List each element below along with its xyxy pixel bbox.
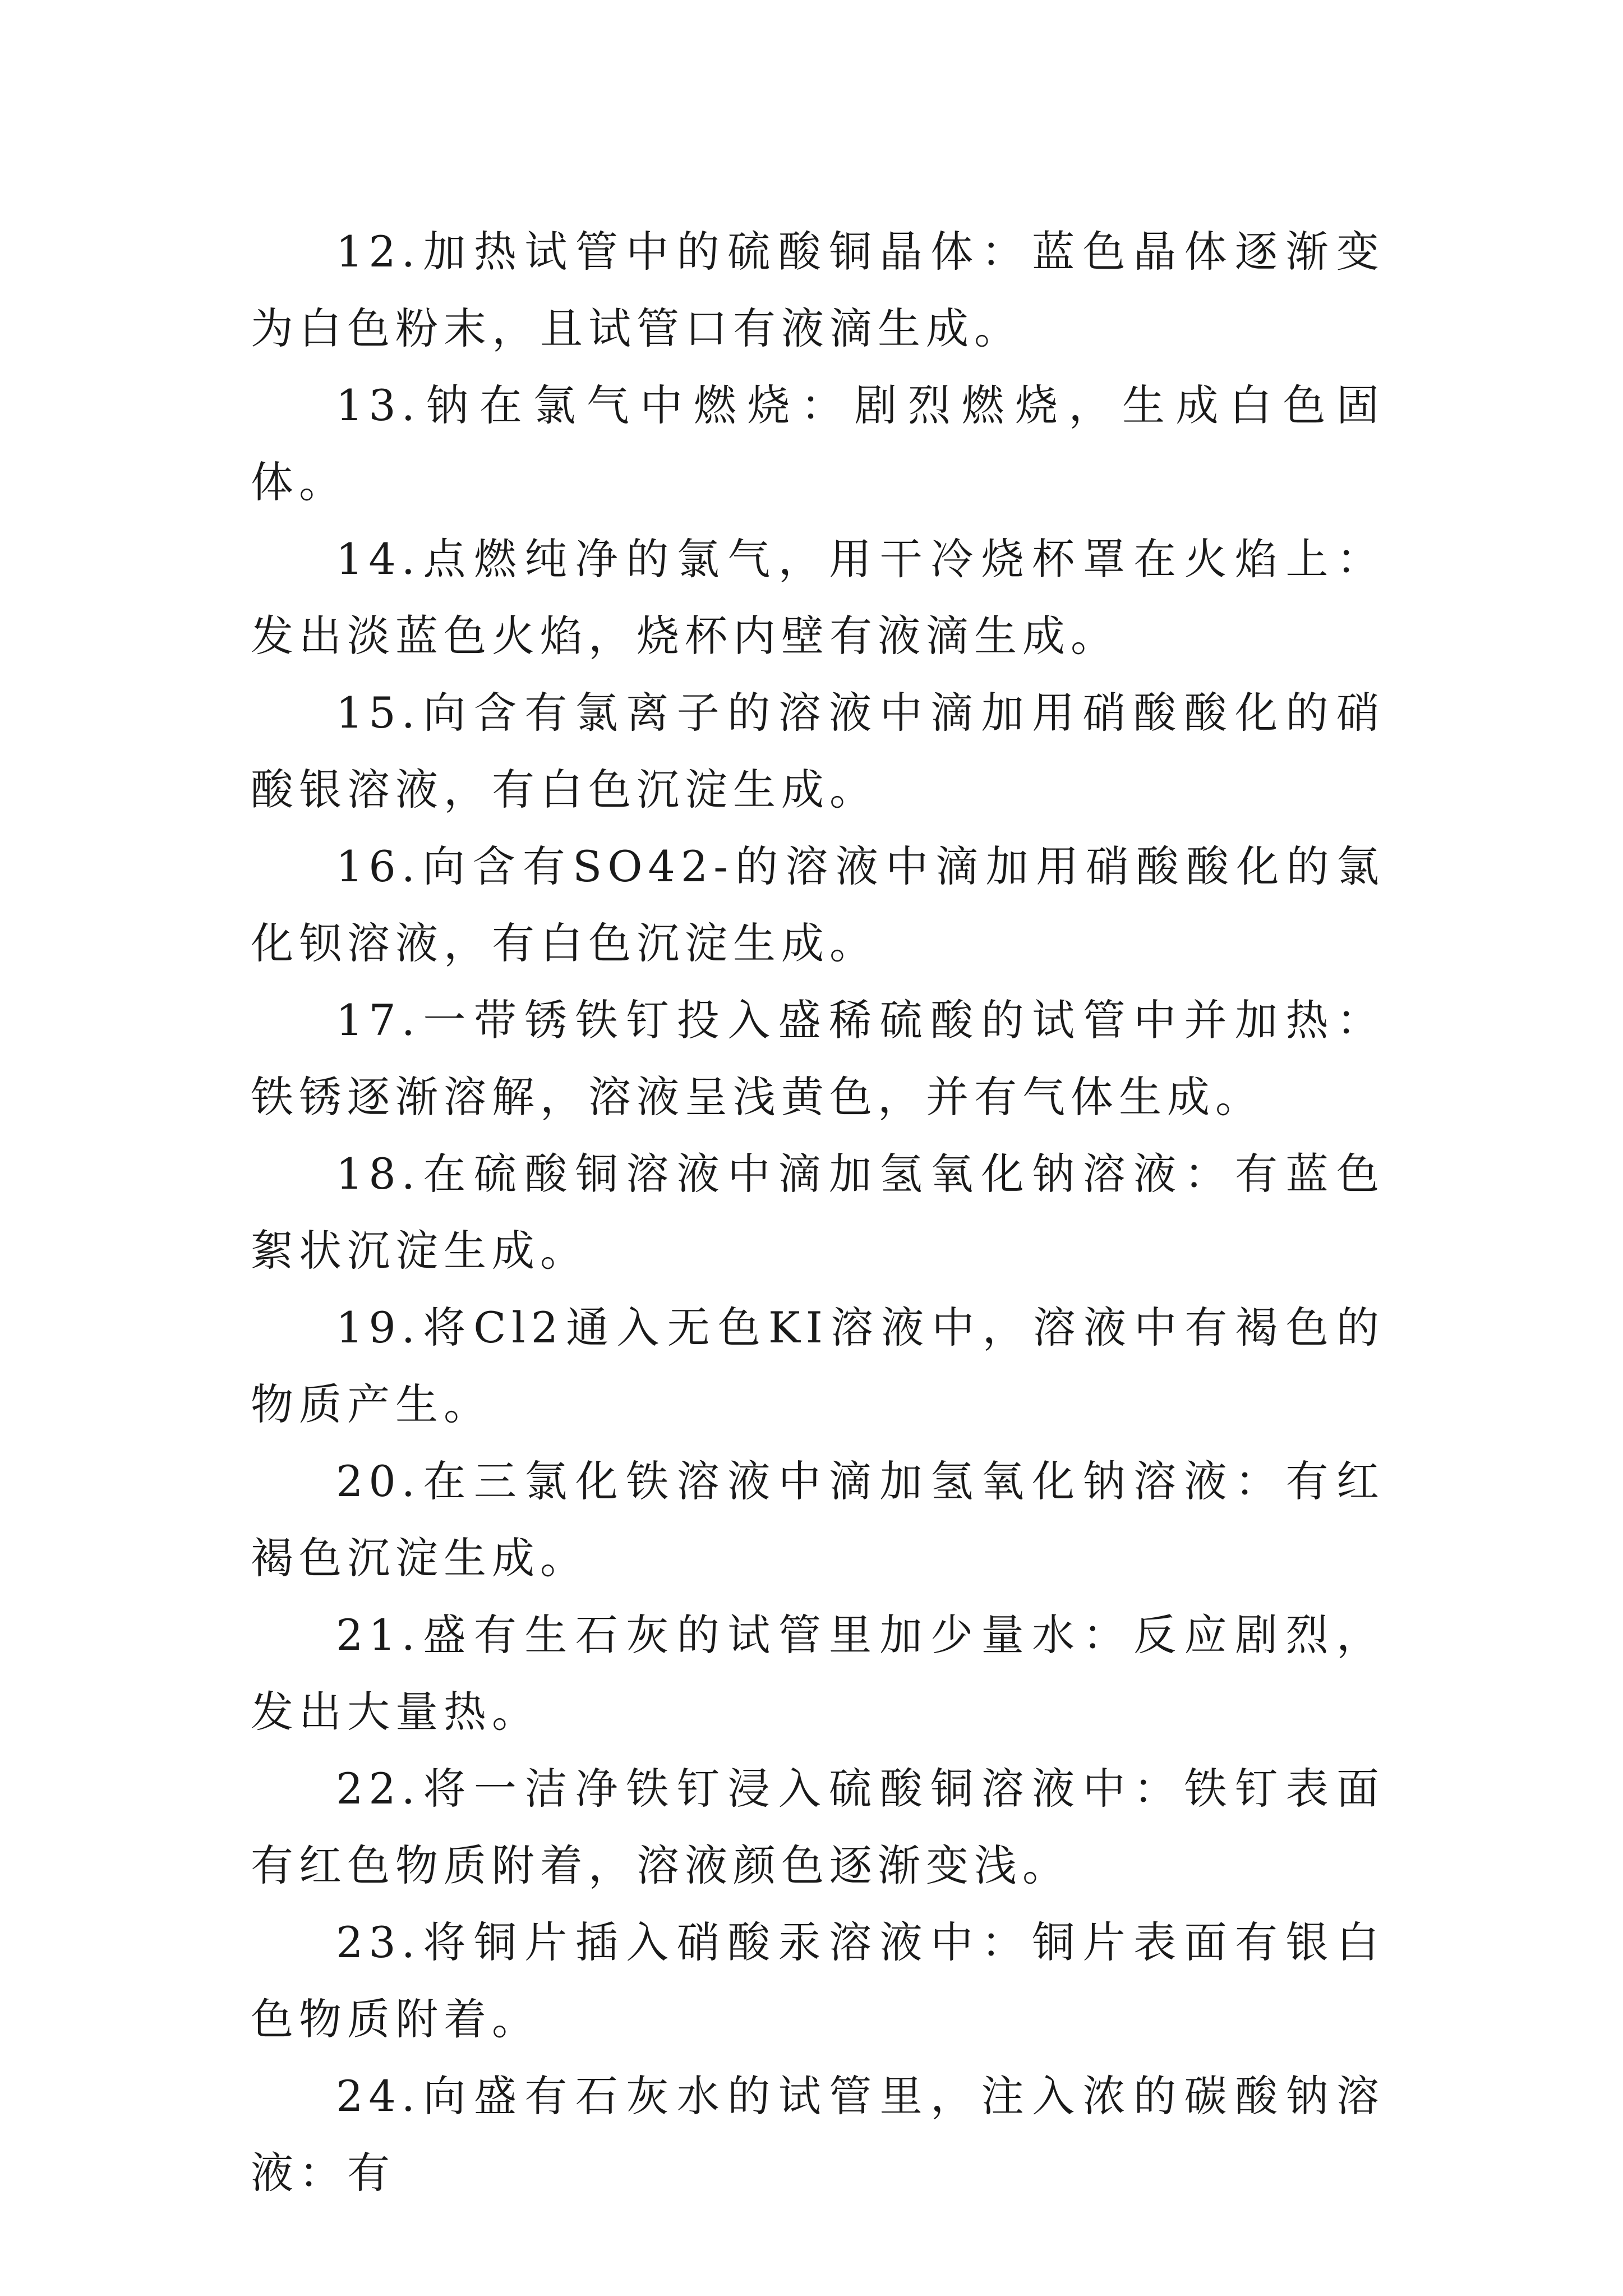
paragraph-18: 18.在硫酸铜溶液中滴加氢氧化钠溶液：有蓝色絮状沉淀生成。 bbox=[251, 1149, 1385, 1276]
paragraph-21: 21.盛有生石灰的试管里加少量水：反应剧烈，发出大量热。 bbox=[251, 1610, 1385, 1737]
document-body bbox=[251, 213, 1385, 2211]
paragraph-20: 20.在三氯化铁溶液中滴加氢氧化钠溶液：有红褐色沉淀生成。 bbox=[251, 1456, 1385, 1583]
paragraph-15: 15.向含有氯离子的溶液中滴加用硝酸酸化的硝酸银溶液，有白色沉淀生成。 bbox=[251, 688, 1385, 815]
paragraph-19: 19.将Cl2通入无色KI溶液中，溶液中有褐色的物质产生。 bbox=[251, 1303, 1385, 1429]
paragraph-24: 24.向盛有石灰水的试管里，注入浓的碳酸钠溶液：有 bbox=[251, 2071, 1385, 2198]
paragraph-17: 17.一带锈铁钉投入盛稀硫酸的试管中并加热：铁锈逐渐溶解，溶液呈浅黄色，并有气体生成。 bbox=[251, 995, 1385, 1122]
paragraph-12: 12.加热试管中的硫酸铜晶体：蓝色晶体逐渐变为白色粉末，且试管口有液滴生成。 bbox=[251, 227, 1385, 353]
paragraph-14: 14.点燃纯净的氯气，用干冷烧杯罩在火焰上：发出淡蓝色火焰，烧杯内壁有液滴生成。 bbox=[251, 534, 1385, 661]
paragraph-23: 23.将铜片插入硝酸汞溶液中：铜片表面有银白色物质附着。 bbox=[251, 1917, 1385, 2044]
paragraph-22: 22.将一洁净铁钉浸入硫酸铜溶液中：铁钉表面有红色物质附着，溶液颜色逐渐变浅。 bbox=[251, 1764, 1385, 1890]
paragraph-13: 13.钠在氯气中燃烧：剧烈燃烧，生成白色固体。 bbox=[251, 380, 1385, 507]
paragraph-16: 16.向含有SO42-的溶液中滴加用硝酸酸化的氯化钡溶液，有白色沉淀生成。 bbox=[251, 841, 1385, 968]
